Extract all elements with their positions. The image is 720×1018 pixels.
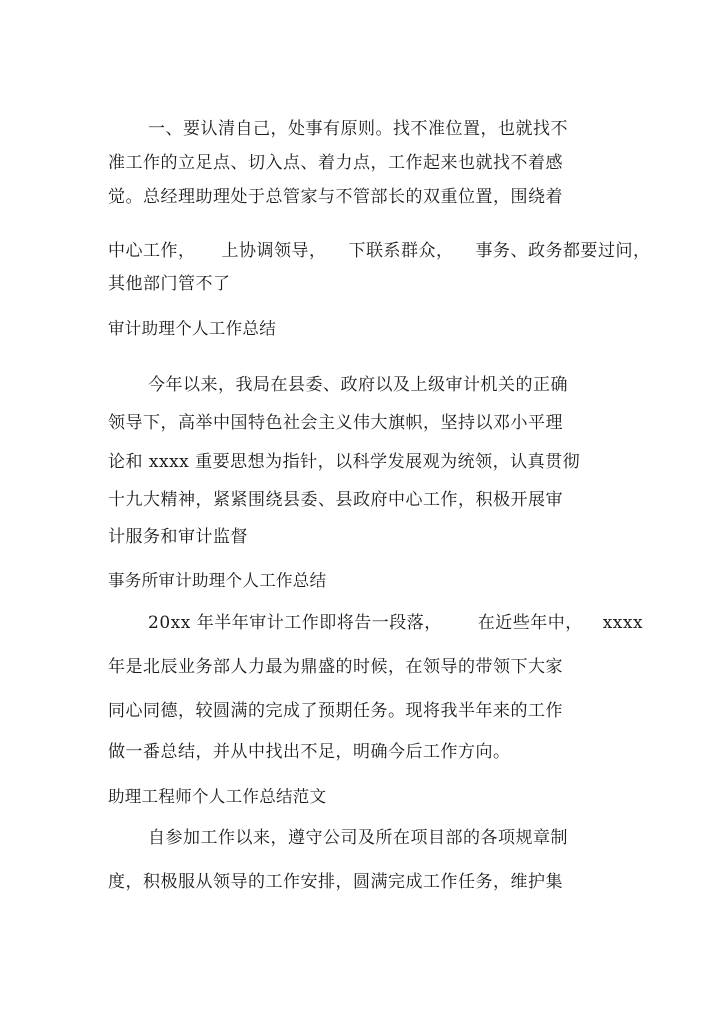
line-segment: 中心工作， — [108, 241, 196, 261]
paragraph-line — [148, 612, 643, 634]
line-segment: 上协调领导， — [221, 241, 327, 261]
section-heading: 助理工程师个人工作总结范文 — [108, 787, 327, 806]
paragraph-line: 计服务和审计监督 — [108, 527, 248, 547]
line-segment: 20xx 年半年审计工作即将告一段落， — [148, 613, 442, 633]
paragraph-line: 自参加工作以来，遵守公司及所在项目部的各项规章制 — [148, 828, 568, 848]
line-segment: 下联系群众， — [348, 241, 454, 261]
line-segment: 事务、政务都要过问， — [475, 241, 651, 261]
paragraph-line: 论和 xxxx 重要思想为指针，以科学发展观为统领，认真贯彻 — [108, 452, 581, 472]
paragraph-line: 同心同德，较圆满的完成了预期任务。现将我半年来的工作 — [108, 701, 563, 721]
section-heading: 事务所审计助理个人工作总结 — [108, 571, 327, 590]
paragraph-line: 其他部门管不了 — [108, 274, 231, 294]
paragraph-line: 年是北辰业务部人力最为鼎盛的时候，在领导的带领下大家 — [108, 657, 563, 677]
paragraph-line: 一、要认清自己，处事有原则。找不准位置，也就找不 — [148, 119, 568, 139]
paragraph-line: 准工作的立足点、切入点、着力点，工作起来也就找不着感 — [108, 153, 563, 173]
paragraph-line: 度，积极服从领导的工作安排，圆满完成工作任务，维护集 — [108, 872, 563, 892]
line-segment: 在近些年中， — [477, 613, 583, 633]
line-segment: xxxx — [602, 613, 644, 633]
section-heading: 审计助理个人工作总结 — [108, 319, 276, 338]
paragraph-line: 今年以来，我局在县委、政府以及上级审计机关的正确 — [148, 375, 568, 395]
paragraph-line: 觉。总经理助理处于总管家与不管部长的双重位置，围绕着 — [108, 187, 563, 207]
paragraph-line: 十九大精神，紧紧围绕县委、县政府中心工作，积极开展审 — [108, 490, 563, 510]
paragraph-line: 做一番总结，并从中找出不足，明确今后工作方向。 — [108, 742, 511, 762]
paragraph-line — [108, 240, 651, 262]
paragraph-line: 领导下，高举中国特色社会主义伟大旗帜，坚持以邓小平理 — [108, 413, 563, 433]
